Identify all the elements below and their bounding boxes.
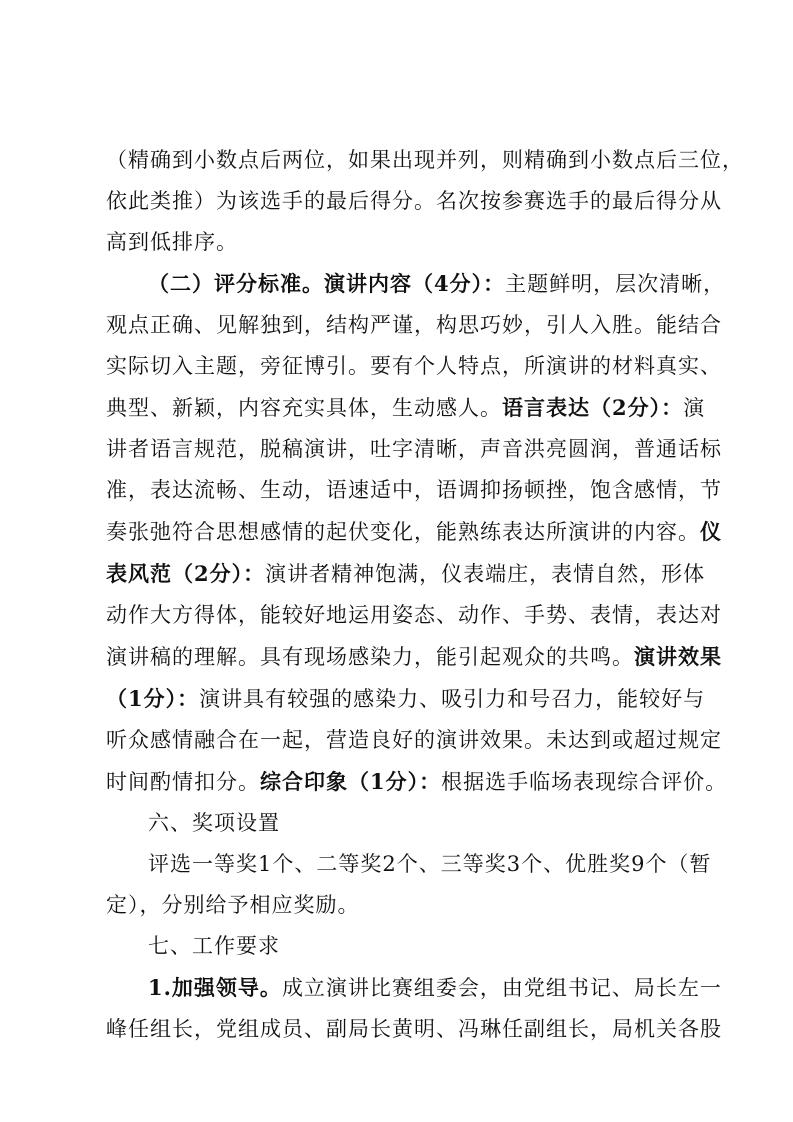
bold-heading: 1.加强领导。 — [148, 975, 282, 1000]
paragraph-line — [106, 553, 706, 595]
paragraph-line: 听众感情融合在一起，营造良好的演讲效果。未达到或超过规定 — [106, 728, 722, 752]
bold-heading: 表风范（2分）： — [106, 561, 266, 586]
text-span: 演 — [683, 396, 706, 420]
text-span: 主题鲜明，层次清晰， — [505, 272, 726, 296]
text-span: 成立演讲比赛组委会，由党组书记、局长左一 — [281, 976, 722, 1000]
paragraph-line: 峰任组长，党组成员、副局长黄明、冯琳任副组长，局机关各股 — [106, 1017, 722, 1041]
section-heading: 七、工作要求 — [148, 934, 280, 958]
paragraph-line — [106, 511, 722, 553]
bold-heading: （二）评分标准。演讲内容（4分）： — [148, 271, 506, 296]
text-span: 根据选手临场表现综合评价。 — [441, 770, 728, 794]
text-line: 依此类推）为该选手的最后得分。名次按参赛选手的最后得分从 — [106, 189, 722, 213]
text-span: 演讲稿的理解。具有现场感染力，能引起观众的共鸣。 — [106, 645, 634, 669]
bold-heading: （1分）： — [106, 686, 200, 711]
paragraph-line: 评选一等奖1个、二等奖2个、三等奖3个、优胜奖9个（暂 — [148, 852, 712, 876]
bold-heading: 语言表达（2分）： — [502, 395, 684, 420]
paragraph-line: 定），分别给予相应奖励。 — [106, 893, 360, 917]
bold-heading: 演讲效果 — [634, 644, 722, 669]
text-line: （精确到小数点后两位，如果出现并列，则精确到小数点后三位， — [106, 148, 744, 172]
text-line: 高到低排序。 — [106, 230, 238, 254]
bold-heading: 仪 — [700, 519, 722, 544]
paragraph-line — [106, 263, 726, 305]
paragraph-line: 准，表达流畅、生动，语速适中，语调抑扬顿挫，饱含感情，节 — [106, 478, 722, 502]
text-span: 时间酌情扣分。 — [106, 770, 260, 794]
bold-heading: 综合印象（1分）： — [260, 769, 442, 794]
paragraph-line — [106, 967, 722, 1009]
paragraph-line: 动作大方得体，能较好地运用姿态、动作、手势、表情，表达对 — [106, 603, 722, 627]
text-span: 演讲者精神饱满，仪表端庄，表情自然，形体 — [265, 562, 706, 586]
paragraph-line: 观点正确、见解独到，结构严谨，构思巧妙，引人入胜。能结合 — [106, 313, 722, 337]
paragraph-line: 讲者语言规范，脱稿演讲，吐字清晰，声音洪亮圆润，普通话标 — [106, 437, 722, 461]
paragraph-line — [106, 387, 706, 429]
paragraph-line — [106, 761, 728, 803]
paragraph-line — [106, 636, 722, 678]
text-span: 演讲具有较强的感染力、吸引力和号召力，能较好与 — [199, 687, 706, 711]
text-span: 典型、新颖，内容充实具体，生动感人。 — [106, 396, 502, 420]
section-heading: 六、奖项设置 — [148, 811, 280, 835]
text-span: 奏张弛符合思想感情的起伏变化，能熟练表达所演讲的内容。 — [106, 520, 700, 544]
paragraph-line: 实际切入主题，旁征博引。要有个人特点，所演讲的材料真实、 — [106, 354, 722, 378]
paragraph-line — [106, 678, 706, 720]
